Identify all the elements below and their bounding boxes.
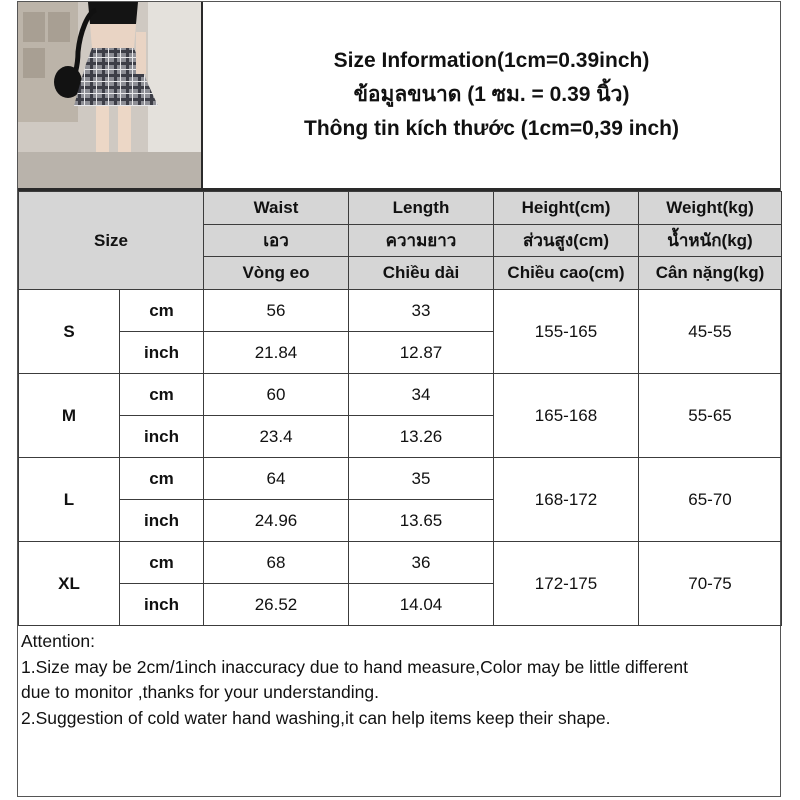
height-range: 172-175: [494, 542, 639, 626]
col-height-th: ส่วนสูง(cm): [494, 225, 639, 257]
table-row: [19, 290, 782, 332]
unit-cm: cm: [120, 290, 204, 332]
length-inch: 12.87: [349, 332, 494, 374]
waist-inch: 23.4: [204, 416, 349, 458]
size-m-label: M: [19, 374, 120, 458]
length-cm: 35: [349, 458, 494, 500]
waist-inch: 24.96: [204, 500, 349, 542]
size-information-title: [203, 2, 780, 188]
waist-inch: 21.84: [204, 332, 349, 374]
col-weight-en: Weight(kg): [639, 192, 782, 225]
length-inch: 14.04: [349, 584, 494, 626]
size-s-label: S: [19, 290, 120, 374]
size-table: [18, 191, 782, 626]
unit-inch: inch: [120, 332, 204, 374]
waist-inch: 26.52: [204, 584, 349, 626]
waist-cm: 56: [204, 290, 349, 332]
length-cm: 34: [349, 374, 494, 416]
unit-inch: inch: [120, 500, 204, 542]
length-cm: 36: [349, 542, 494, 584]
col-length-th: ความยาว: [349, 225, 494, 257]
table-row: [19, 458, 782, 500]
length-cm: 33: [349, 290, 494, 332]
length-inch: 13.65: [349, 500, 494, 542]
unit-inch: inch: [120, 416, 204, 458]
size-header: Size: [19, 192, 204, 290]
note-line-1a: 1.Size may be 2cm/1inch inaccuracy due to hand measure,Color may be little different: [21, 656, 688, 677]
col-waist-en: Waist: [204, 192, 349, 225]
col-waist-vi: Vòng eo: [204, 257, 349, 290]
col-length-en: Length: [349, 192, 494, 225]
title-vietnamese: Thông tin kích thước (1cm=0,39 inch): [304, 117, 679, 140]
attention-notes: [21, 629, 779, 731]
title-english: Size Information(1cm=0.39inch): [333, 49, 650, 72]
height-range: 168-172: [494, 458, 639, 542]
table-row: [19, 374, 782, 416]
length-inch: 13.26: [349, 416, 494, 458]
table-row: [19, 542, 782, 584]
waist-cm: 60: [204, 374, 349, 416]
col-height-en: Height(cm): [494, 192, 639, 225]
waist-cm: 64: [204, 458, 349, 500]
title-thai: ข้อมูลขนาด (1 ซม. = 0.39 นิ้ว): [353, 83, 630, 106]
col-length-vi: Chiều dài: [349, 257, 494, 290]
unit-cm: cm: [120, 458, 204, 500]
waist-cm: 68: [204, 542, 349, 584]
height-range: 155-165: [494, 290, 639, 374]
col-waist-th: เอว: [204, 225, 349, 257]
col-height-vi: Chiều cao(cm): [494, 257, 639, 290]
size-l-label: L: [19, 458, 120, 542]
unit-cm: cm: [120, 542, 204, 584]
notes-heading: Attention:: [21, 631, 95, 651]
weight-range: 70-75: [639, 542, 782, 626]
note-line-2: 2.Suggestion of cold water hand washing,it can help items keep their shape.: [21, 707, 611, 728]
note-line-1b: due to monitor ,thanks for your understanding.: [21, 682, 379, 702]
product-photo: [18, 2, 201, 188]
col-weight-th: น้ำหนัก(kg): [639, 225, 782, 257]
unit-cm: cm: [120, 374, 204, 416]
col-weight-vi: Cân nặng(kg): [639, 257, 782, 290]
weight-range: 55-65: [639, 374, 782, 458]
weight-range: 45-55: [639, 290, 782, 374]
size-xl-label: XL: [19, 542, 120, 626]
product-image: [18, 2, 201, 188]
height-range: 165-168: [494, 374, 639, 458]
unit-inch: inch: [120, 584, 204, 626]
weight-range: 65-70: [639, 458, 782, 542]
